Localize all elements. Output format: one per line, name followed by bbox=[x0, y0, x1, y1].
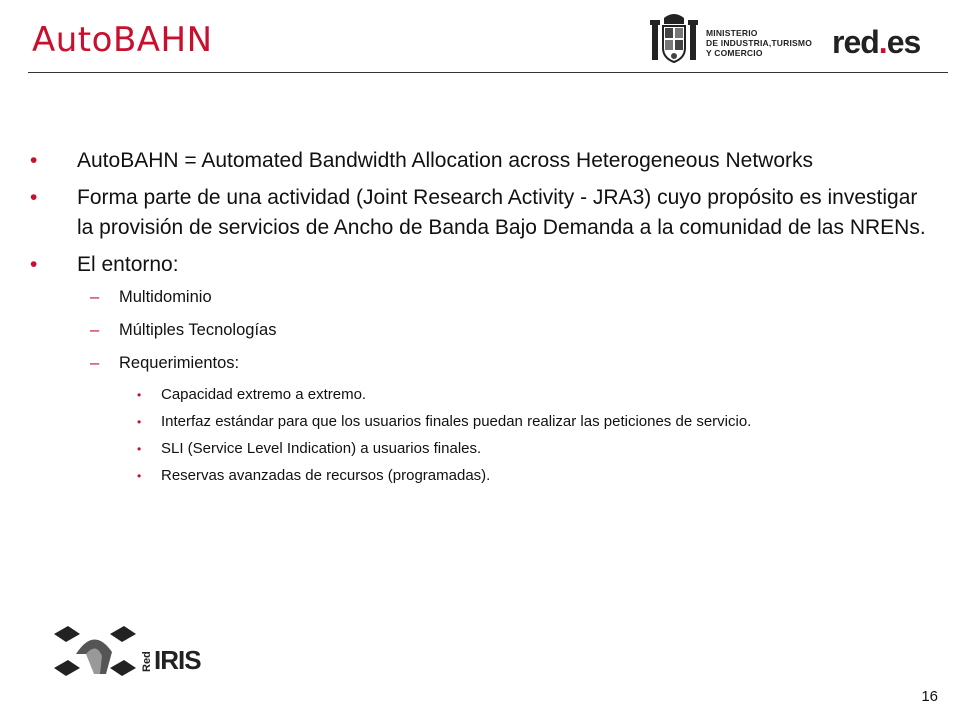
red-es-logo-right: es bbox=[886, 24, 921, 60]
red-es-logo bbox=[832, 24, 920, 60]
rediris-mark-icon bbox=[54, 626, 136, 676]
page-number: 16 bbox=[921, 688, 938, 705]
sub-bullet-item bbox=[30, 319, 930, 341]
dash-marker: – bbox=[90, 288, 100, 306]
bullet-list bbox=[30, 146, 930, 493]
ministry-line: MINISTERIO bbox=[706, 28, 758, 38]
bullet-marker: • bbox=[30, 186, 38, 209]
bullet-text: AutoBAHN = Automated Bandwidth Allocation across Heterogeneous Networks bbox=[77, 149, 813, 172]
sub-sub-bullet-text: Capacidad extremo a extremo. bbox=[161, 386, 367, 403]
dash-marker: – bbox=[90, 354, 100, 372]
rediris-iris-text: IRIS bbox=[154, 645, 201, 675]
slide-title: AutoBAHN bbox=[32, 20, 213, 60]
bullet-marker: • bbox=[30, 149, 38, 172]
bullet-marker: • bbox=[137, 442, 142, 456]
bullet-item bbox=[30, 146, 930, 176]
spanish-crest-icon bbox=[648, 10, 700, 66]
bullet-marker: • bbox=[30, 253, 38, 276]
sub-bullet-text: Múltiples Tecnologías bbox=[119, 321, 277, 339]
dash-marker: – bbox=[90, 321, 100, 339]
bullet-item bbox=[30, 183, 930, 243]
title-divider bbox=[28, 72, 948, 73]
bullet-text: El entorno: bbox=[77, 253, 179, 276]
bullet-marker: • bbox=[137, 469, 142, 483]
sub-bullet-text: Requerimientos: bbox=[119, 354, 240, 372]
ministry-line: Y COMERCIO bbox=[706, 48, 763, 58]
sub-bullet-item bbox=[30, 286, 930, 308]
rediris-logo bbox=[50, 624, 210, 680]
bullet-text: Forma parte de una actividad (Joint Research Activity - JRA3) cuyo propósito es investigar la provisión de servicios de Ancho de Banda Bajo Demanda a la comunidad de las NRENs. bbox=[77, 186, 926, 239]
sub-sub-bullet-text: Interfaz estándar para que los usuarios finales puedan realizar las peticiones de servicio. bbox=[161, 413, 752, 430]
bullet-item bbox=[30, 250, 930, 280]
ministry-line: DE INDUSTRIA,TURISMO bbox=[706, 38, 812, 48]
red-es-logo-left: red bbox=[832, 24, 879, 60]
sub-sub-bullet-item bbox=[30, 466, 930, 486]
red-es-logo-dot: . bbox=[878, 24, 887, 60]
bullet-marker: • bbox=[137, 415, 142, 429]
ministry-logo bbox=[648, 10, 818, 68]
ministry-name bbox=[706, 28, 812, 58]
sub-sub-bullet-item bbox=[30, 412, 930, 432]
sub-sub-bullet-item bbox=[30, 439, 930, 459]
sub-bullet-text: Multidominio bbox=[119, 288, 212, 306]
sub-sub-bullet-text: Reservas avanzadas de recursos (programadas). bbox=[161, 467, 491, 484]
rediris-red-text: Red bbox=[141, 651, 153, 672]
sub-sub-bullet-item bbox=[30, 385, 930, 405]
bullet-marker: • bbox=[137, 388, 142, 402]
sub-sub-bullet-text: SLI (Service Level Indication) a usuarios finales. bbox=[161, 440, 482, 457]
sub-bullet-item bbox=[30, 352, 930, 374]
